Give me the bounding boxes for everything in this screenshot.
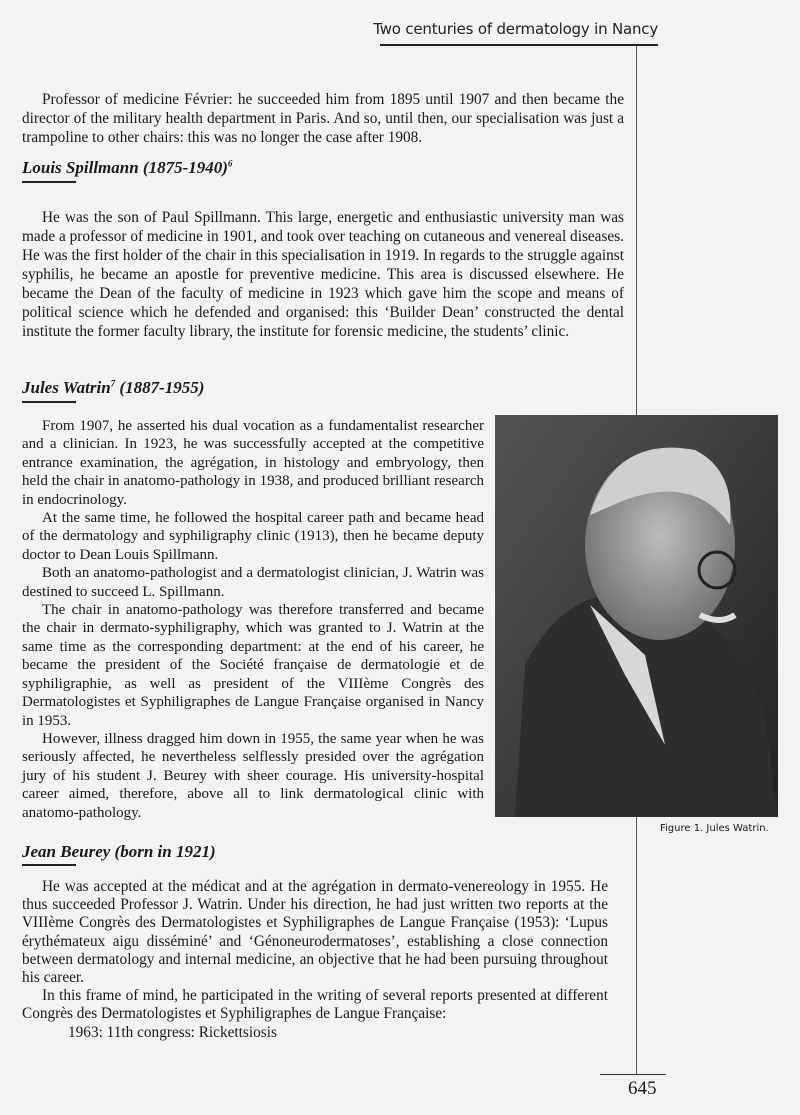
intro-paragraph: [22, 90, 624, 147]
heading-text: Jean Beurey (born in 1921): [22, 842, 216, 861]
heading-rule: [22, 864, 76, 866]
footer-rule: [600, 1074, 666, 1075]
paragraph: Professor of medicine Février: he succeeded him from 1895 until 1907 and then became the director of the military health department in Paris. And so, until then, our specialisation was just a trampoline to other chairs: this was no longer the case after 1908.: [22, 91, 624, 146]
heading-dates: (1887-1955): [115, 378, 205, 397]
spillmann-body: [22, 208, 624, 341]
footnote-marker: 6: [227, 158, 233, 169]
figure-caption: Figure 1. Jules Watrin.: [660, 823, 769, 834]
paragraph: At the same time, he followed the hospital career path and became head of the dermatology and syphiligraphy clinic (1913), then he became deputy doctor to Dean Louis Spillmann.: [22, 510, 484, 563]
heading-rule: [22, 181, 76, 183]
paragraph: From 1907, he asserted his dual vocation as a fundamentalist researcher and a clinician. In 1923, he was successfully accepted at the competitive entrance examination, the agrégation, in histology and embryology, then held the chair in anatomo-pathology in 1938, and produced brilliant research in endocrinology.: [22, 418, 484, 508]
running-head: Two centuries of dermatology in Nancy: [373, 20, 658, 38]
section-heading-watrin: [22, 378, 204, 398]
heading-text: Louis Spillmann (1875-1940): [22, 158, 228, 177]
paragraph: He was accepted at the médicat and at the agrégation in dermato-venereology in 1955. He thus succeeded Professor J. Watrin. Under his direction, he had just written two reports at the VIIIème Congrès des Dermatologistes et Syphiligraphes de Langue Française (1953): ‘Lupus érythémateux aigu disséminé’ and ‘Génoneurodermatoses’, establishing a close connection between dermatology and internal medicine, an objective that he had been pursuing throughout his career.: [22, 878, 608, 987]
footnote-marker: 7: [110, 378, 116, 389]
section-heading-beurey: [22, 842, 216, 862]
section-heading-spillmann: [22, 158, 232, 178]
header-rule: [380, 44, 658, 46]
beurey-body: [22, 878, 608, 1042]
paragraph: In this frame of mind, he participated in the writing of several reports presented at different Congrès des Dermatologistes et Syphiligraphes de Langue Française:: [22, 987, 608, 1023]
paragraph: He was the son of Paul Spillmann. This large, energetic and enthusiastic university man was made a professor of medicine in 1901, and took over teaching on cutaneous and venereal diseases. He was the first holder of the chair in this specialisation in 1919. In regards to the struggle against syphilis, he became an apostle for preventive medicine. This area is discussed elsewhere. He became the Dean of the faculty of medicine in 1923 which gave him the scope and means of political science which he defended and organised: this ‘Builder Dean’ constructed the dental institute the former faculty library, the institute for forensic medicine, the students’ clinic.: [22, 209, 624, 340]
heading-rule: [22, 401, 76, 403]
watrin-body: [22, 417, 484, 822]
list-item: 1963: 11th congress: Rickettsiosis: [68, 1023, 277, 1041]
paragraph: The chair in anatomo-pathology was therefore transferred and became the chair in dermato-syphiligraphy, which was granted to J. Watrin at the same time as the corresponding department: at the end of his career, he became the president of the Société française de dermatologie et de syphiligraphie, as well as president of the VIIIème Congrès des Dermatologistes et Syphiligraphes de Langue Française organised in Nancy in 1953.: [22, 602, 484, 729]
page-number: 645: [628, 1078, 657, 1099]
paragraph: Both an anatomo-pathologist and a dermatologist clinician, J. Watrin was destined to succeed L. Spillmann.: [22, 565, 484, 600]
paragraph: However, illness dragged him down in 1955, the same year when he was seriously affected, he nevertheless selflessly presided over the agrégation jury of his student J. Beurey with sheer courage. His university-hospital career aimed, therefore, above all to link dermatological clinic with anatomo-pathology.: [22, 730, 484, 821]
heading-text: Jules Watrin: [22, 378, 111, 397]
portrait-photo: [495, 415, 778, 817]
